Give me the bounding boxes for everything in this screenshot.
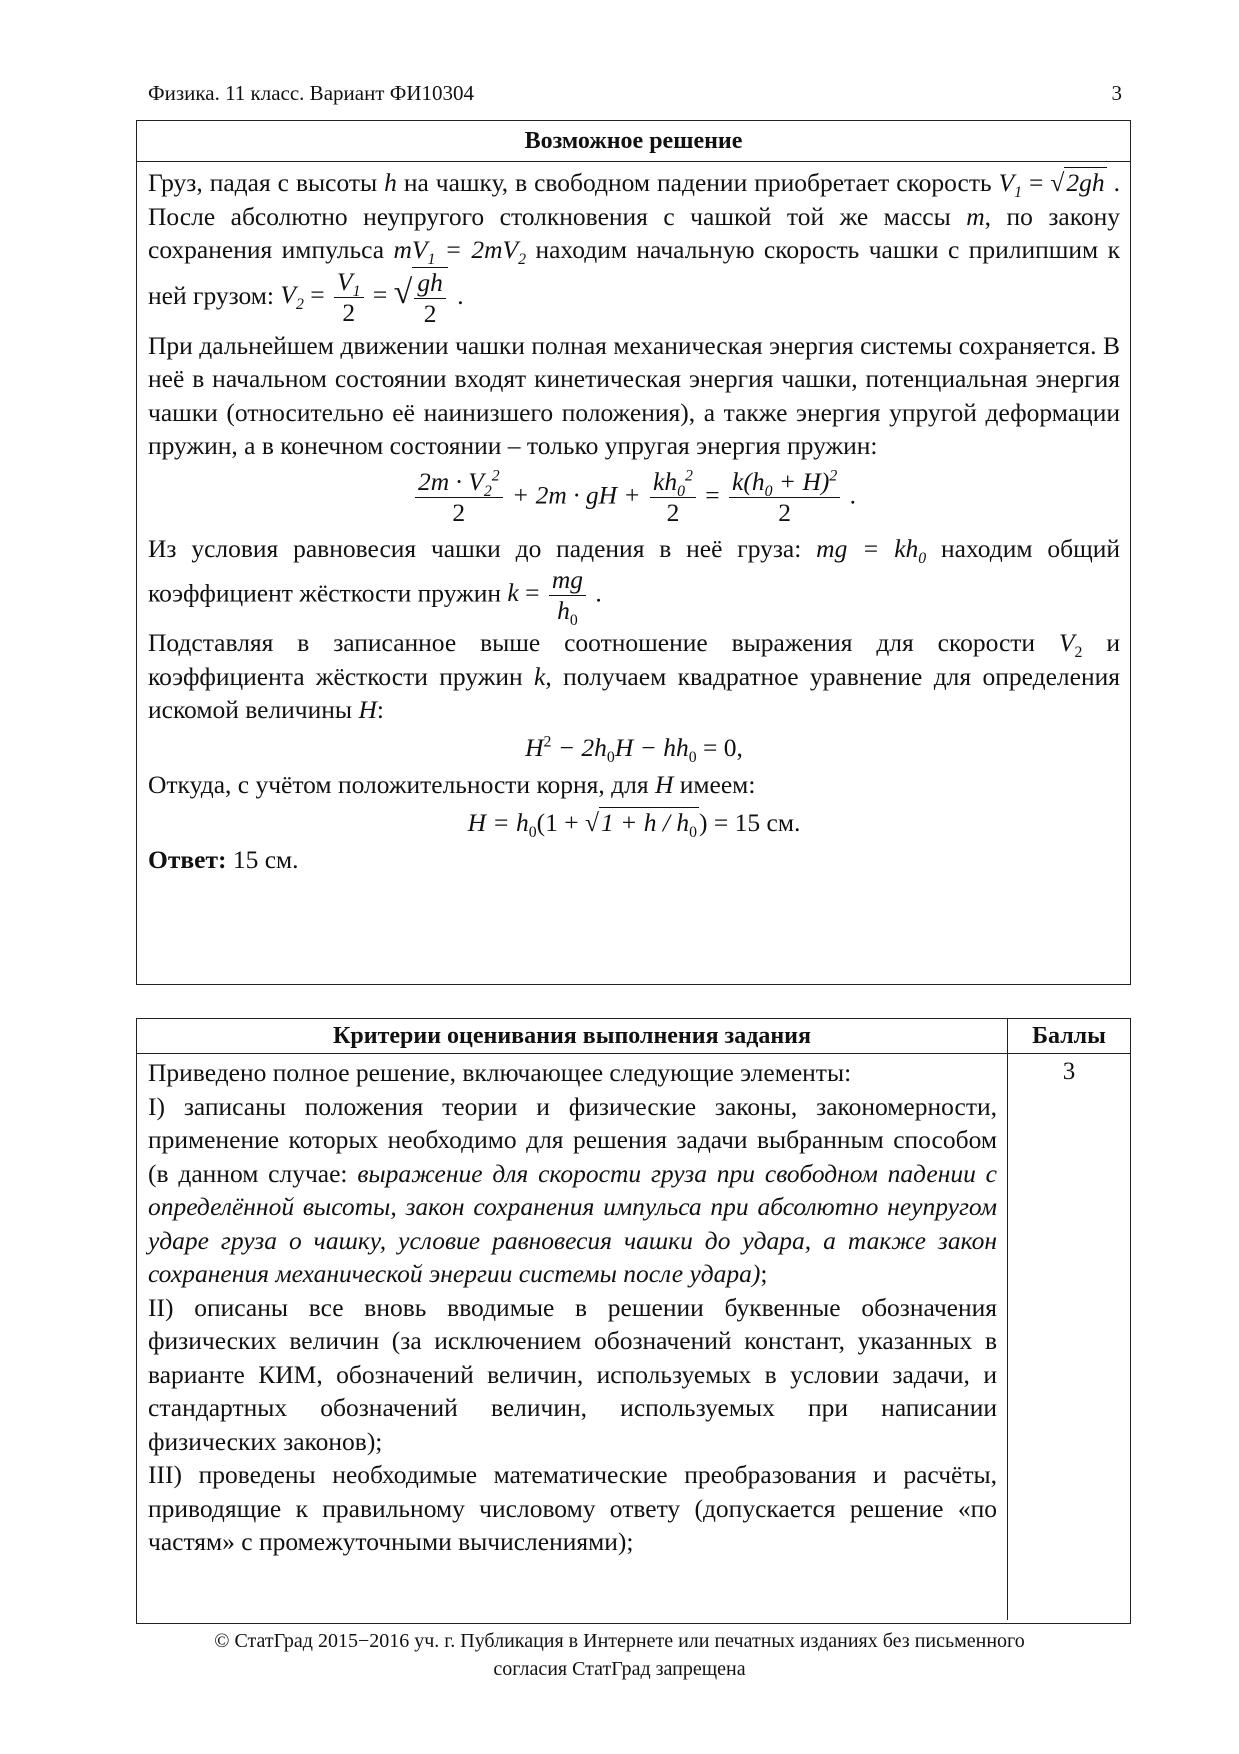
criteria-column-header: Критерии оценивания выполнения задания bbox=[137, 1019, 1008, 1054]
criteria-row bbox=[137, 1054, 1130, 1621]
solution-box bbox=[136, 120, 1131, 985]
copyright-footer bbox=[0, 1627, 1239, 1683]
score-column-header: Баллы bbox=[1008, 1019, 1131, 1054]
answer-label: Ответ: bbox=[148, 845, 227, 874]
footer-line-1: © СтатГрад 2015−2016 уч. г. Публикация в Интернете или печатных изданиях без письменного bbox=[214, 1630, 1025, 1652]
page-header bbox=[148, 80, 1122, 106]
v2-formula: $V_2$ = $\frac{V_1}{2}$ = √ $\frac{gh}{2}$ bbox=[280, 280, 450, 309]
criteria-table-box bbox=[136, 1018, 1131, 1624]
score-value: 3 bbox=[1008, 1054, 1131, 1621]
solution-paragraph-1: Груз, падая с высоты h на чашку, в свободном падении приобретает скорость $V_1 = √2gh$ . После абсолютно неупругого столкновения с чашкой той же массы m, по закону сохранения импульса $mV_1 = 2mV_2$ находим начальную скорость чашки с прилипшим к ней грузом: $V_2$ = $\frac{V_1}{2}$ = √ $\frac{gh}{2}$ . bbox=[148, 168, 1120, 328]
solution-body bbox=[137, 162, 1130, 877]
answer-line bbox=[148, 843, 1120, 877]
solution-title: Возможное решение bbox=[137, 121, 1130, 162]
stiffness-formula: k = $\frac{mg}{h_0}$ bbox=[507, 578, 589, 607]
footer-line-2: согласия СтатГрад запрещена bbox=[493, 1658, 746, 1680]
solution-paragraph-5: Откуда, с учётом положительности корня, для H имеем: bbox=[148, 770, 756, 799]
solution-paragraph-3: Из условия равновесия чашки до падения в неё груза: mg = $kh_0$ находим общий коэффициент жёсткости пружин k = $\frac{mg}{h_0}$ . bbox=[148, 533, 1120, 630]
criteria-item-3: III) проведены необходимые математические преобразования и расчёты, приводящие к правильному числовому ответу (допускается решение «по частям» с промежуточными вычислениями); bbox=[148, 1460, 997, 1556]
criteria-header-row bbox=[137, 1019, 1130, 1054]
criteria-table bbox=[137, 1019, 1130, 1620]
solution-paragraph-2: При дальнейшем движении чашки полная механическая энергия системы сохраняется. В неё в начальном состоянии входят кинетическая энергия чашки, потенциальная энергия чашки (относительно её наинизшего положения), а также энергия упругой деформации пружин, а в конечном состоянии – только упругая энергия пружин: bbox=[148, 330, 1120, 460]
criteria-intro: Приведено полное решение, включающее следующие элементы: bbox=[148, 1058, 852, 1087]
page-number: 3 bbox=[1111, 81, 1122, 105]
criteria-text bbox=[137, 1054, 1007, 1620]
quadratic-equation: $H^2 - 2h_0H - hh_0 = 0$, bbox=[525, 732, 743, 766]
solution-paragraph-4: Подставляя в записанное выше соотношение выражения для скорости $V_2$ и коэффициента жёсткости пружин k, получаем квадратное уравнение для определения искомой величины H: bbox=[148, 628, 1120, 724]
v1-formula: $V_1 = √2gh$ bbox=[998, 168, 1105, 202]
document-title: Физика. 11 класс. Вариант ФИ10304 bbox=[148, 81, 474, 105]
criteria-item-2: II) описаны все вновь вводимые в решении буквенные обозначения физических величин (за исключением обозначений констант, указанных в варианте КИМ, обозначений величин, используемых в условии задачи, и стандартных обозначений величин, используемых при написании физических законов); bbox=[148, 1292, 997, 1456]
criteria-item-1: I) записаны положения теории и физические законы, закономерности, применение которых необходимо для решения задачи выбранным способом (в данном случае: выражение для скорости груза при свободном падении с определённой высоты, закон сохранения импульса при абсолютно неупругом ударе груза о чашку, условие равновесия чашки до удара, а также закон сохранения механической энергии системы после удара); bbox=[148, 1091, 997, 1288]
answer-value: 15 см. bbox=[226, 845, 299, 874]
momentum-formula: $mV_1 = 2mV_2$ bbox=[393, 235, 527, 269]
result-formula: $H = h_0(1 + √1 + h / h_0) = 15$ см. bbox=[467, 807, 801, 841]
energy-formula: $\frac{2m \cdot V_2^2}{2}$ + 2m · gH + $\frac{kh_0^2}{2}$ = $\frac{k(h_0 + H)^2}{2}$ . bbox=[148, 467, 1120, 528]
